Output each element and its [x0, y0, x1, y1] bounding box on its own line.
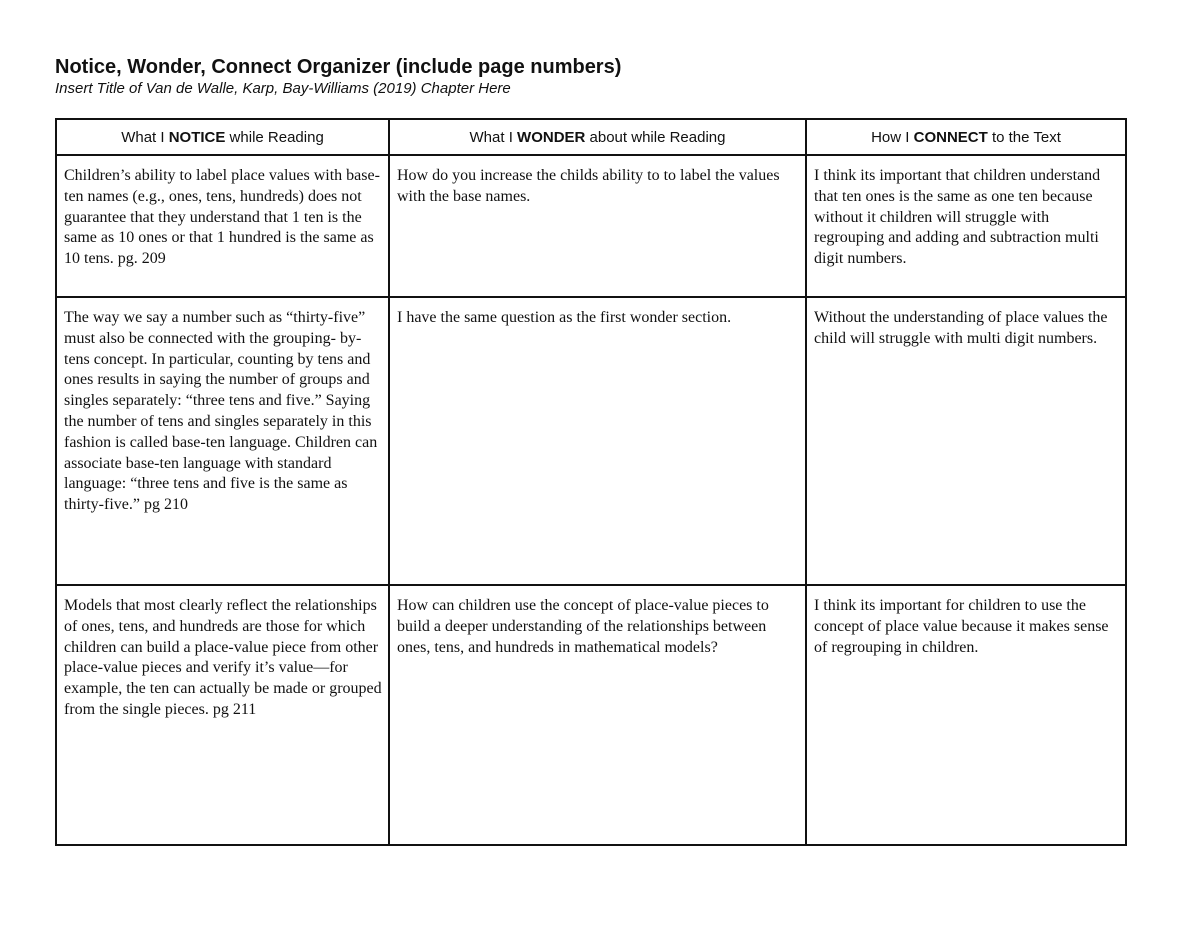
notice-cell: Models that most clearly reflect the relationships of ones, tens, and hundreds are those for which children can build a place-value piece from other place-value pieces and verify it’s value—for example, the ten can actually be made or grouped from the single pieces. pg 211 — [56, 585, 389, 845]
wonder-cell: I have the same question as the first wonder section. — [389, 297, 806, 585]
page-subtitle: Insert Title of Van de Walle, Karp, Bay-Williams (2019) Chapter Here — [55, 80, 511, 97]
connect-cell: I think its important for children to use the concept of place value because it makes sense of regrouping in children. — [806, 585, 1126, 845]
wonder-cell: How do you increase the childs ability to to label the values with the base names. — [389, 155, 806, 297]
connect-cell: I think its important that children understand that ten ones is the same as one ten because without it children will struggle with regrouping and adding and subtraction multi digit numbers. — [806, 155, 1126, 297]
page-title: Notice, Wonder, Connect Organizer (include page numbers) — [55, 56, 622, 78]
column-header-connect: How I CONNECT to the Text — [806, 119, 1126, 155]
column-header-notice: What I NOTICE while Reading — [56, 119, 389, 155]
connect-cell: Without the understanding of place values the child will struggle with multi digit numbers. — [806, 297, 1126, 585]
wonder-cell: How can children use the concept of place-value pieces to build a deeper understanding of the relationships between ones, tens, and hundreds in mathematical models? — [389, 585, 806, 845]
organizer-table — [55, 118, 1127, 846]
notice-cell: Children’s ability to label place values with base-ten names (e.g., ones, tens, hundreds) does not guarantee that they understand that 1 ten is the same as 10 ones or that 1 hundred is the same as 10 tens. pg. 209 — [56, 155, 389, 297]
column-header-wonder: What I WONDER about while Reading — [389, 119, 806, 155]
table-row — [56, 585, 1126, 845]
table-row — [56, 155, 1126, 297]
notice-cell: The way we say a number such as “thirty-five” must also be connected with the grouping- by-tens concept. In particular, counting by tens and ones results in saying the number of groups and singles separately: “three tens and five.” Saying the number of tens and singles separately in this fashion is called base-ten language. Children can associate base-ten language with standard language: “three tens and five is the same as thirty-five.” pg 210 — [56, 297, 389, 585]
header-row — [56, 119, 1126, 155]
table-row — [56, 297, 1126, 585]
